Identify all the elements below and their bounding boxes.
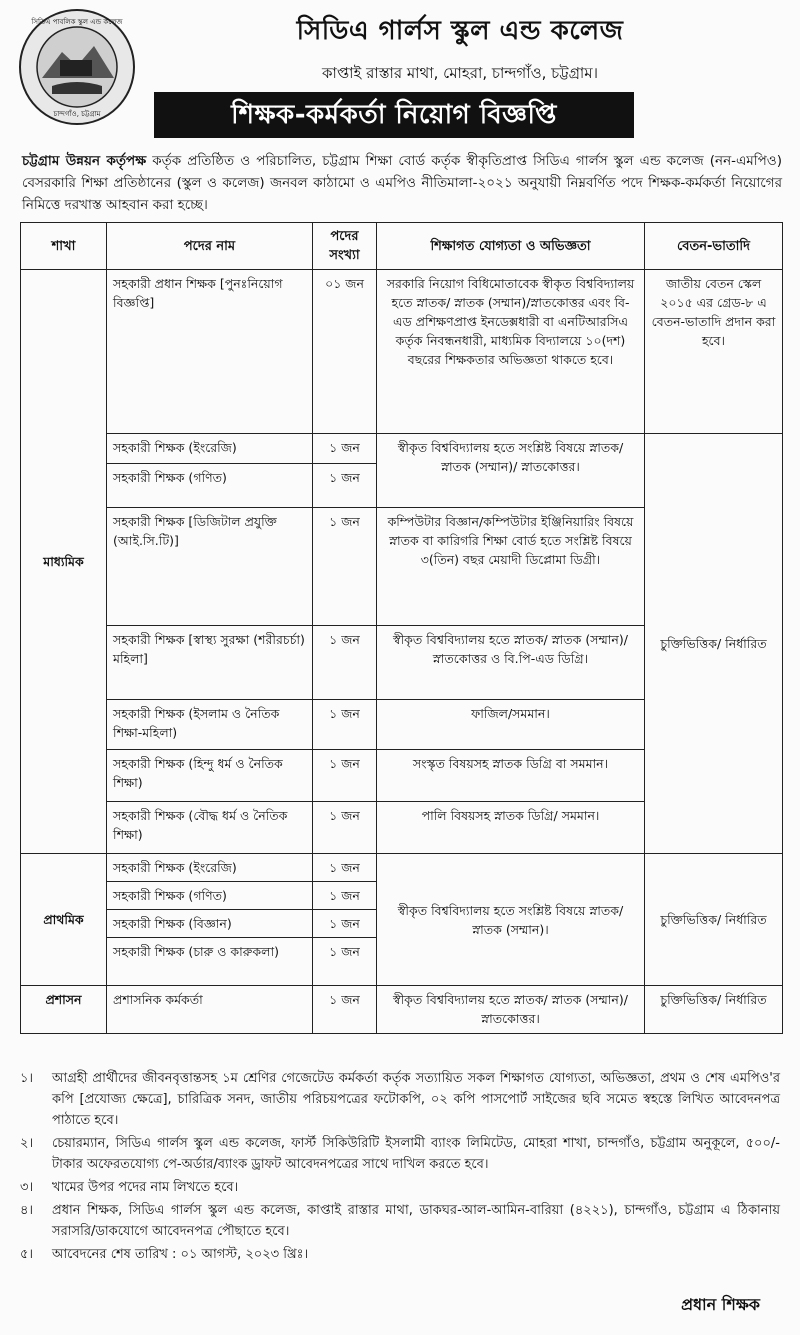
header-branch: শাখা: [21, 223, 107, 270]
logo-text-top: সিডিএ পাবলিক স্কুল এন্ড কলেজ: [31, 18, 123, 26]
school-logo: [18, 8, 136, 126]
instruction-item: [20, 1177, 780, 1198]
post-name: সহকারী শিক্ষক [স্বাস্থ্য সুরক্ষা (শরীরচর্চা) মহিলা]: [107, 626, 313, 700]
post-count: ১ জন: [313, 464, 377, 508]
instruction-number: ৩।: [20, 1180, 34, 1195]
post-name: সহকারী প্রধান শিক্ষক [পুনঃনিয়োগ বিজ্ঞপ্তি]: [107, 270, 313, 434]
instruction-item: [20, 1068, 780, 1131]
instruction-number: ৪।: [20, 1203, 34, 1218]
branch-admin: প্রশাসন: [21, 986, 107, 1034]
post-count: ১ জন: [313, 508, 377, 626]
post-name: সহকারী শিক্ষক (গণিত): [107, 882, 313, 910]
instruction-item: [20, 1200, 780, 1242]
instruction-text: আগ্রহী প্রার্থীদের জীবনবৃত্তান্তসহ ১ম শ্রেণির গেজেটেড কর্মকর্তা কর্তৃক সত্যায়িত সকল শিক্ষাগত যোগ্যতা, অভিজ্ঞতা, প্রথম ও শেষ এমপিও'র কপি [প্রযোজ্য ক্ষেত্রে], চারিত্রিক সনদ, জাতীয় পরিচয়পত্রের ফটোকপি, ০২ কপি পাসপোর্ট সাইজের ছবি সমেত স্বহস্তে লিখিত আবেদনপত্র পাঠাতে হবে।: [52, 1071, 780, 1128]
instructions-list: [20, 1068, 780, 1267]
qualification: স্বীকৃত বিশ্ববিদ্যালয় হতে স্নাতক/ স্নাতক (সম্মান)/স্নাতকোত্তর ও বি.পি-এড ডিগ্রি।: [377, 626, 645, 700]
salary: চুক্তিভিত্তিক/ নির্ধারিত: [645, 986, 783, 1034]
qualification: কম্পিউটার বিজ্ঞান/কম্পিউটার ইঞ্জিনিয়ারিং বিষয়ে স্নাতক বা কারিগরি শিক্ষা বোর্ড হতে সংশ্লিষ্ট বিষয়ে ৩(তিন) বছর মেয়াদী ডিপ্লোমা ডিগ্রী।: [377, 508, 645, 626]
qualification: স্বীকৃত বিশ্ববিদ্যালয় হতে সংশ্লিষ্ট বিষয়ে স্নাতক/স্নাতক (সম্মান)/ স্নাতকোত্তর।: [377, 434, 645, 508]
header-post: পদের নাম: [107, 223, 313, 270]
intro-bold: চট্টগ্রাম উন্নয়ন কর্তৃপক্ষ: [22, 153, 147, 169]
post-count: ১ জন: [313, 626, 377, 700]
qualification: সরকারি নিয়োগ বিধিমোতাবেক স্বীকৃত বিশ্ববিদ্যালয় হতে স্নাতক/ স্নাতক (সম্মান)/স্নাতকোত্তর এবং বি-এড প্রশিক্ষণপ্রাপ্ত ইনডেক্সধারী বা এনটিআরসিএ কর্তৃক নিবন্ধনধারী, মাধ্যমিক বিদ্যালয়ে ১০(দশ) বছরের শিক্ষকতার অভিজ্ঞতা থাকতে হবে।: [377, 270, 645, 434]
instruction-text: চেয়ারম্যান, সিডিএ গার্লস স্কুল এন্ড কলেজ, ফার্স্ট সিকিউরিটি ইসলামী ব্যাংক লিমিটেড, মোহরা শাখা, চান্দগাঁও, চট্টগ্রাম অনুকূলে, ৫০০/- টাকার অফেরতযোগ্য পে-অর্ডার/ব্যাংক ড্রাফট আবেদনপত্রের সাথে দাখিল করতে হবে।: [52, 1136, 780, 1172]
header-qualification: শিক্ষাগত যোগ্যতা ও অভিজ্ঞতা: [377, 223, 645, 270]
salary: জাতীয় বেতন স্কেল ২০১৫ এর গ্রেড-৮ এ বেতন-ভাতাদি প্রদান করা হবে।: [645, 270, 783, 434]
post-name: সহকারী শিক্ষক (হিন্দু ধর্ম ও নৈতিক শিক্ষা): [107, 750, 313, 802]
instruction-item: [20, 1244, 780, 1265]
post-count: ১ জন: [313, 882, 377, 910]
post-name: সহকারী শিক্ষক (চারু ও কারুকলা): [107, 938, 313, 986]
table-row: [21, 986, 783, 1034]
instruction-text: আবেদনের শেষ তারিখ : ০১ আগস্ট, ২০২৩ খ্রিঃ।: [52, 1247, 309, 1262]
intro-text: কর্তৃক প্রতিষ্ঠিত ও পরিচালিত, চট্টগ্রাম শিক্ষা বোর্ড কর্তৃক স্বীকৃতিপ্রাপ্ত সিডিএ গার্লস স্কুল এন্ড কলেজ (নন-এমপিও) বেসরকারি শিক্ষা প্রতিষ্ঠানের (স্কুল ও কলেজ) জনবল কাঠামো ও এমপিও নীতিমালা-২০২১ অনুযায়ী নিম্নবর্ণিত পদে শিক্ষক-কর্মকর্তা নিয়োগের নিমিত্তে দরখাস্ত আহবান করা হচ্ছে।: [22, 153, 782, 213]
instruction-text: খামের উপর পদের নাম লিখতে হবে।: [52, 1180, 239, 1195]
instruction-item: [20, 1133, 780, 1175]
post-count: ০১ জন: [313, 270, 377, 434]
qualification: স্বীকৃত বিশ্ববিদ্যালয় হতে সংশ্লিষ্ট বিষয়ে স্নাতক/স্নাতক (সম্মান)।: [377, 854, 645, 986]
table-row: [21, 434, 783, 464]
notice-banner: শিক্ষক-কর্মকর্তা নিয়োগ বিজ্ঞপ্তি: [154, 92, 634, 138]
header-salary: বেতন-ভাতাদি: [645, 223, 783, 270]
post-count: ১ জন: [313, 938, 377, 986]
instruction-text: প্রধান শিক্ষক, সিডিএ গার্লস স্কুল এন্ড কলেজ, কাপ্তাই রাস্তার মাথা, ডাকঘর-আল-আমিন-বারিয়া (৪২২১), চান্দগাঁও, চট্টগ্রাম এ ঠিকানায় সরাসরি/ডাকযোগে আবেদনপত্র পৌছাতে হবে।: [52, 1203, 780, 1239]
qualification: ফাজিল/সমমান।: [377, 700, 645, 750]
post-count: ১ জন: [313, 910, 377, 938]
qualification: পালি বিষয়সহ স্নাতক ডিগ্রি/ সমমান।: [377, 802, 645, 854]
school-address: কাপ্তাই রাস্তার মাথা, মোহরা, চান্দগাঁও, চট্টগ্রাম।: [322, 64, 598, 82]
post-name: সহকারী শিক্ষক [ডিজিটাল প্রযুক্তি (আই.সি.টি)]: [107, 508, 313, 626]
intro-paragraph: [22, 150, 782, 216]
table-header-row: [21, 223, 783, 270]
salary: চুক্তিভিত্তিক/ নির্ধারিত: [645, 854, 783, 986]
instruction-number: ৫।: [20, 1247, 34, 1262]
qualification: সংস্কৃত বিষয়সহ স্নাতক ডিগ্রি বা সমমান।: [377, 750, 645, 802]
post-count: ১ জন: [313, 700, 377, 750]
qualification: স্বীকৃত বিশ্ববিদ্যালয় হতে স্নাতক/ স্নাতক (সম্মান)/স্নাতকোত্তর।: [377, 986, 645, 1034]
table-row: [21, 854, 783, 882]
post-name: সহকারী শিক্ষক (বৌদ্ধ ধর্ম ও নৈতিক শিক্ষা): [107, 802, 313, 854]
school-title: সিডিএ গার্লস স্কুল এন্ড কলেজ: [296, 16, 624, 46]
post-count: ১ জন: [313, 802, 377, 854]
branch-primary: প্রাথমিক: [21, 854, 107, 986]
salary: চুক্তিভিত্তিক/ নির্ধারিত: [645, 434, 783, 854]
post-count: ১ জন: [313, 854, 377, 882]
instruction-number: ১।: [20, 1071, 34, 1086]
signature-title: প্রধান শিক্ষক: [681, 1295, 760, 1314]
post-count: ১ জন: [313, 434, 377, 464]
instruction-number: ২।: [20, 1136, 34, 1151]
post-name: সহকারী শিক্ষক (ইংরেজি): [107, 854, 313, 882]
branch-secondary: মাধ্যমিক: [21, 270, 107, 854]
post-count: ১ জন: [313, 750, 377, 802]
table-row: [21, 270, 783, 434]
logo-text-bottom: চান্দগাঁও, চট্টগ্রাম: [53, 110, 101, 118]
header-count: পদের সংখ্যা: [313, 223, 377, 270]
post-name: সহকারী শিক্ষক (বিজ্ঞান): [107, 910, 313, 938]
post-name: সহকারী শিক্ষক (ইসলাম ও নৈতিক শিক্ষা-মহিলা): [107, 700, 313, 750]
post-name: প্রশাসনিক কর্মকর্তা: [107, 986, 313, 1034]
vacancy-table: [20, 222, 783, 1034]
post-name: সহকারী শিক্ষক (ইংরেজি): [107, 434, 313, 464]
post-count: ১ জন: [313, 986, 377, 1034]
post-name: সহকারী শিক্ষক (গণিত): [107, 464, 313, 508]
